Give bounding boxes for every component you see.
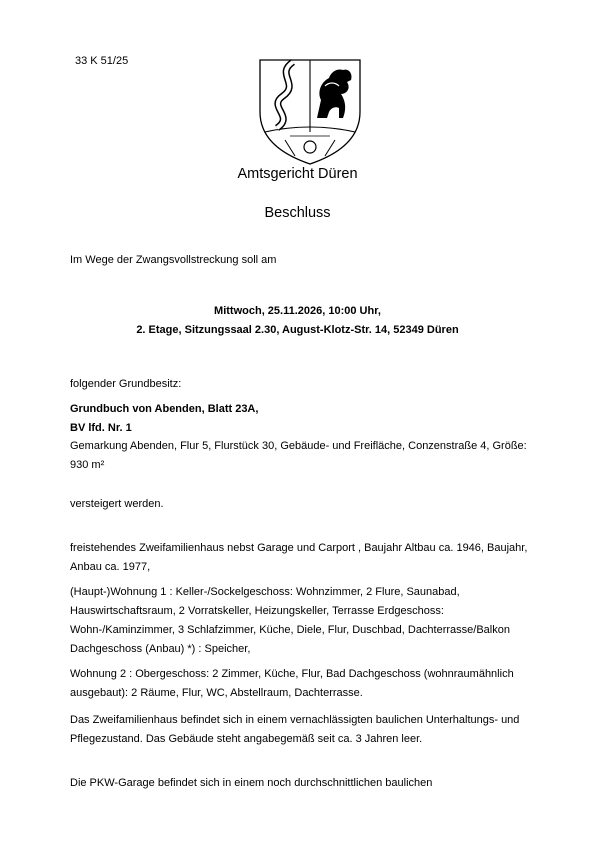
paragraph-apartment-1: (Haupt-)Wohnung 1 : Keller-/Sockelgeschoss: Wohnzimmer, 2 Flure, Saunabad, Hauswirtschaftsraum, 2 Vorratskeller, Heizungskeller, Terrasse Erdgeschoss: Wohn-/Kaminzimmer, 3 Schlafzimmer, Küche, Diele, Flur, Duschbad, Dachterrasse/Balkon Dachgeschoss (Anbau) *) : Speicher, xyxy=(70,586,510,655)
coat-of-arms-icon xyxy=(255,52,365,167)
document-title: Beschluss xyxy=(264,205,331,221)
appointment-date: Mittwoch, 25.11.2026, 10:00 Uhr, xyxy=(214,305,381,317)
paragraph-garage: Die PKW-Garage befindet sich in einem noch durchschnittlichen baulichen xyxy=(70,777,433,789)
register-entry: BV lfd. Nr. 1 xyxy=(70,422,132,434)
property-intro: folgender Grundbesitz: xyxy=(70,378,182,390)
paragraph-apartment-2: Wohnung 2 : Obergeschoss: 2 Zimmer, Küche, Flur, Bad Dachgeschoss (wohnraumähnlich ausgebaut): 2 Räume, Flur, WC, Abstellraum, Dachterrasse. xyxy=(70,668,514,699)
intro-text: Im Wege der Zwangsvollstreckung soll am xyxy=(70,254,277,266)
land-register: Grundbuch von Abenden, Blatt 23A, xyxy=(70,403,259,415)
auction-note: versteigert werden. xyxy=(70,498,164,510)
property-description: Gemarkung Abenden, Flur 5, Flurstück 30, Gebäude- und Freifläche, Conzenstraße 4, Größe: 930 m² xyxy=(70,440,527,471)
appointment-location: 2. Etage, Sitzungssaal 2.30, August-Klotz-Str. 14, 52349 Düren xyxy=(136,324,459,336)
paragraph-condition: Das Zweifamilienhaus befindet sich in einem vernachlässigten baulichen Unterhaltungs- und Pflegezustand. Das Gebäude steht angabegemäß seit ca. 3 Jahren leer. xyxy=(70,714,520,745)
case-reference: 33 K 51/25 xyxy=(75,55,129,67)
court-name: Amtsgericht Düren xyxy=(237,166,358,182)
paragraph-building: freistehendes Zweifamilienhaus nebst Garage und Carport , Baujahr Altbau ca. 1946, Baujahr, Anbau ca. 1977, xyxy=(70,542,528,573)
